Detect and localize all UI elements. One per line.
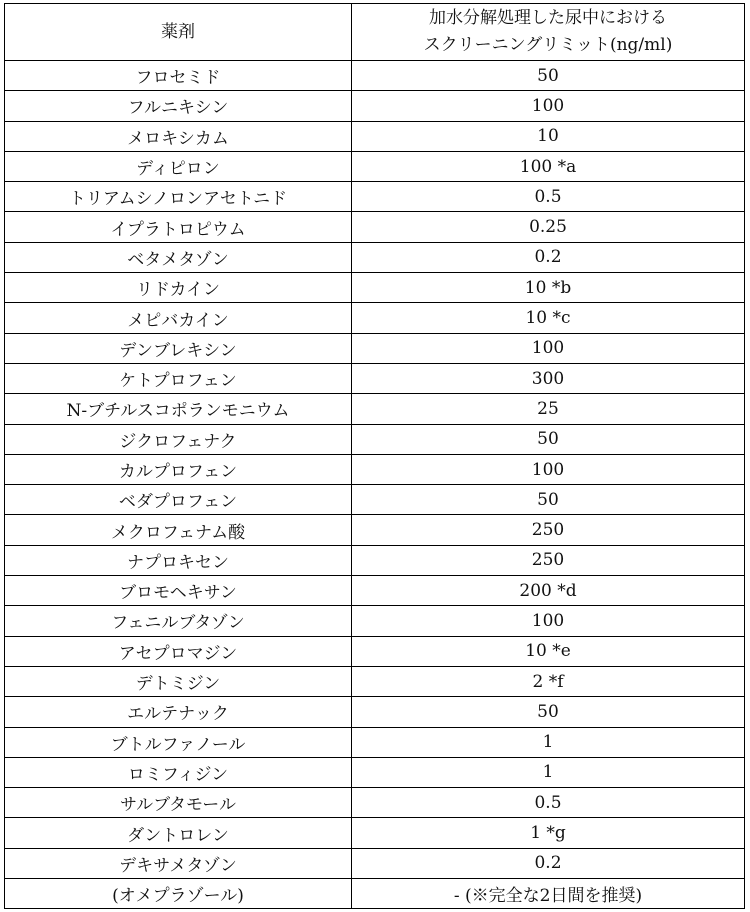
screening-limit-cell: 1 — [352, 727, 745, 757]
screening-limit-cell: 100 — [352, 606, 745, 636]
drug-name-cell: エルテナック — [5, 697, 352, 727]
screening-limit-cell: 50 — [352, 697, 745, 727]
table-row — [5, 303, 745, 333]
screening-limit-table — [4, 3, 745, 909]
screening-limit-cell: 0.2 — [352, 848, 745, 878]
drug-name-cell: フェニルブタゾン — [5, 606, 352, 636]
screening-limit-table-container — [4, 3, 745, 909]
table-row — [5, 242, 745, 272]
table-row — [5, 666, 745, 696]
drug-name-cell: フロセミド — [5, 61, 352, 91]
drug-name-cell: ベダプロフェン — [5, 485, 352, 515]
drug-name-cell: ブロモヘキサン — [5, 576, 352, 606]
drug-name-cell: ブトルファノール — [5, 727, 352, 757]
header-row — [5, 4, 745, 61]
screening-limit-cell: 1 *g — [352, 818, 745, 848]
screening-limit-cell: 0.2 — [352, 242, 745, 272]
drug-name-cell: カルプロフェン — [5, 454, 352, 484]
table-header — [5, 4, 745, 61]
screening-limit-cell: 10 — [352, 121, 745, 151]
table-row — [5, 394, 745, 424]
drug-name-cell: ケトプロフェン — [5, 363, 352, 393]
screening-limit-cell: 250 — [352, 545, 745, 575]
table-row — [5, 151, 745, 181]
table-row — [5, 788, 745, 818]
drug-name-cell: ダントロレン — [5, 818, 352, 848]
table-row — [5, 576, 745, 606]
drug-name-cell: メロキシカム — [5, 121, 352, 151]
table-row — [5, 697, 745, 727]
screening-limit-cell: 10 *b — [352, 273, 745, 303]
drug-name-cell: N-ブチルスコポランモニウム — [5, 394, 352, 424]
screening-limit-cell: - (※完全な2日間を推奨) — [352, 879, 745, 909]
table-row — [5, 363, 745, 393]
table-row — [5, 545, 745, 575]
drug-name-cell: メピバカイン — [5, 303, 352, 333]
screening-limit-cell: 25 — [352, 394, 745, 424]
table-row — [5, 727, 745, 757]
screening-limit-cell: 200 *d — [352, 576, 745, 606]
screening-limit-cell: 0.5 — [352, 182, 745, 212]
header-screening-limit — [352, 4, 745, 61]
table-row — [5, 61, 745, 91]
table-row — [5, 757, 745, 787]
screening-limit-cell: 50 — [352, 485, 745, 515]
table-row — [5, 333, 745, 363]
drug-name-cell: デキサメタゾン — [5, 848, 352, 878]
header-limit-line1: 加水分解処理した尿中における — [429, 8, 667, 28]
table-row — [5, 636, 745, 666]
table-row — [5, 879, 745, 909]
table-row — [5, 273, 745, 303]
drug-name-cell: イプラトロピウム — [5, 212, 352, 242]
table-row — [5, 121, 745, 151]
drug-name-cell: ベタメタゾン — [5, 242, 352, 272]
screening-limit-cell: 300 — [352, 363, 745, 393]
table-row — [5, 848, 745, 878]
drug-name-cell: デトミジン — [5, 666, 352, 696]
drug-name-cell: デンブレキシン — [5, 333, 352, 363]
drug-name-cell: ナプロキセン — [5, 545, 352, 575]
drug-name-cell: メクロフェナム酸 — [5, 515, 352, 545]
screening-limit-cell: 0.25 — [352, 212, 745, 242]
screening-limit-cell: 250 — [352, 515, 745, 545]
header-limit-line2: スクリーニングリミット(ng/ml) — [423, 35, 673, 55]
table-row — [5, 212, 745, 242]
screening-limit-cell: 2 *f — [352, 666, 745, 696]
drug-name-cell: ディピロン — [5, 151, 352, 181]
drug-name-cell: ジクロフェナク — [5, 424, 352, 454]
drug-name-cell: トリアムシノロンアセトニド — [5, 182, 352, 212]
table-row — [5, 424, 745, 454]
screening-limit-cell: 100 — [352, 454, 745, 484]
drug-name-cell: (オメプラゾール) — [5, 879, 352, 909]
table-row — [5, 485, 745, 515]
drug-name-cell: フルニキシン — [5, 91, 352, 121]
screening-limit-cell: 100 *a — [352, 151, 745, 181]
table-body — [5, 61, 745, 909]
drug-name-cell: サルブタモール — [5, 788, 352, 818]
screening-limit-cell: 10 *c — [352, 303, 745, 333]
table-row — [5, 182, 745, 212]
header-drug: 薬剤 — [5, 4, 352, 61]
table-row — [5, 515, 745, 545]
screening-limit-cell: 50 — [352, 424, 745, 454]
screening-limit-cell: 100 — [352, 91, 745, 121]
table-row — [5, 454, 745, 484]
screening-limit-cell: 0.5 — [352, 788, 745, 818]
table-row — [5, 606, 745, 636]
screening-limit-cell: 1 — [352, 757, 745, 787]
drug-name-cell: ロミフィジン — [5, 757, 352, 787]
drug-name-cell: アセプロマジン — [5, 636, 352, 666]
table-row — [5, 818, 745, 848]
drug-name-cell: リドカイン — [5, 273, 352, 303]
screening-limit-cell: 100 — [352, 333, 745, 363]
screening-limit-cell: 50 — [352, 61, 745, 91]
screening-limit-cell: 10 *e — [352, 636, 745, 666]
table-row — [5, 91, 745, 121]
